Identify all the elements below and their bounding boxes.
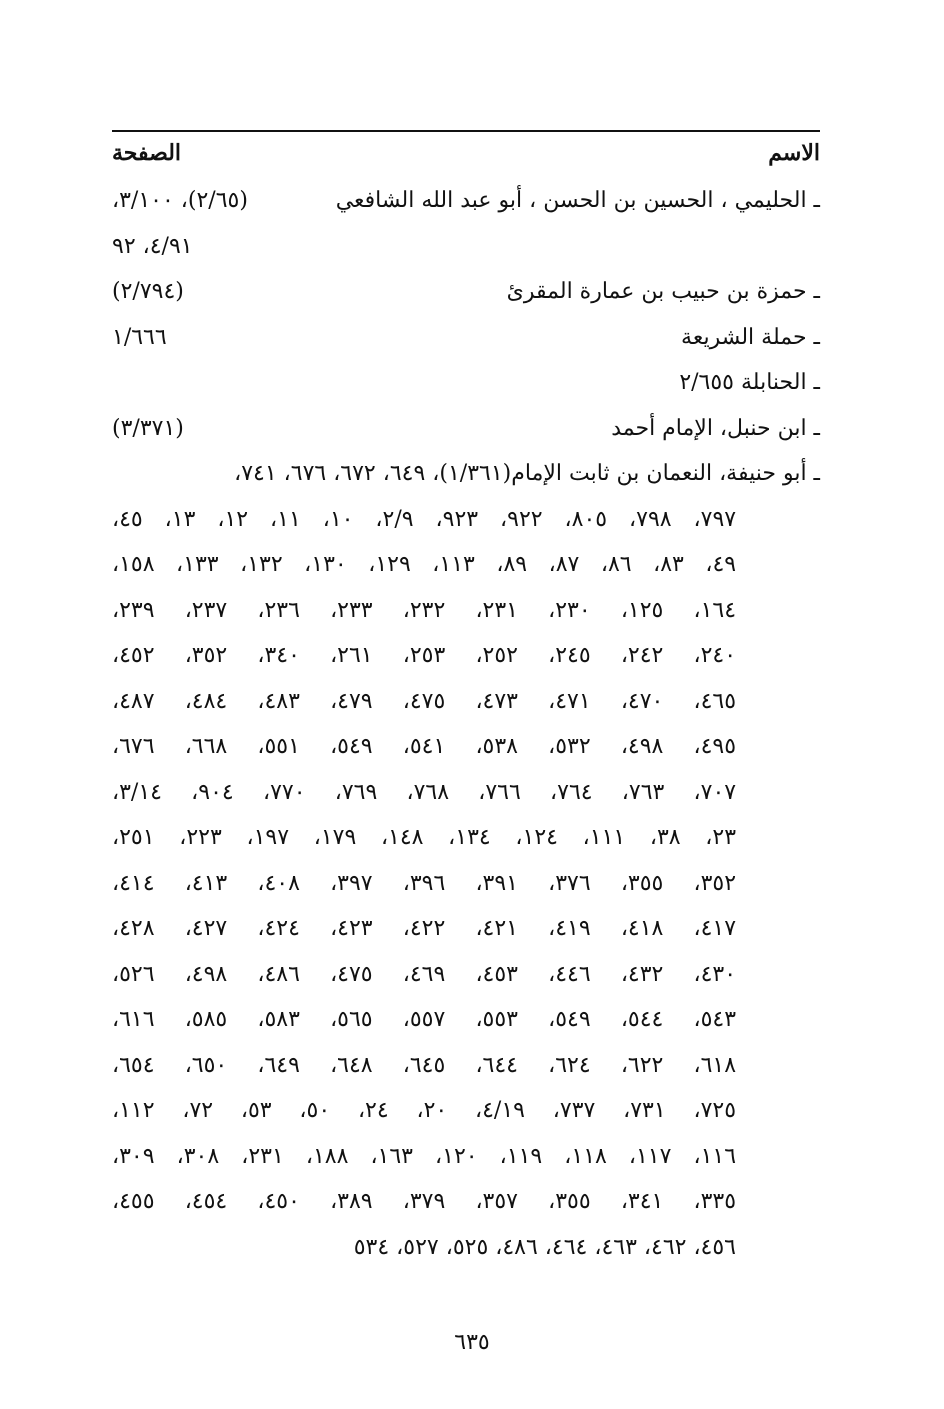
- page-numbers: ٧٠٧، ٧٦٣، ٧٦٤، ٧٦٦، ٧٦٨، ٧٦٩، ٧٧٠، ٩٠٤، ٣/١٤،: [112, 779, 737, 805]
- page-numbers: ١١٦، ١١٧، ١١٨، ١١٩، ١٢٠، ١٦٣، ١٨٨، ٢٣١، ٣٠٨، ٣٠٩،: [112, 1143, 737, 1169]
- page-list-line: [112, 1225, 820, 1271]
- page-list-line: [112, 497, 820, 543]
- entry-name: ـ حملة الشريعة: [681, 324, 820, 350]
- index-entries: [112, 178, 820, 1270]
- entry-pages: (٢/٦٥)، ٣/١٠٠،: [112, 188, 248, 213]
- page-numbers: ٤٥٦، ٤٦٢، ٤٦٣، ٤٦٤، ٤٨٦، ٥٢٥، ٥٢٧، ٥٣٤: [353, 1234, 736, 1260]
- index-entry: [112, 315, 820, 361]
- page-numbers: ٢٤٠، ٢٤٢، ٢٤٥، ٢٥٢، ٢٥٣، ٢٦١، ٣٤٠، ٣٥٢، ٤٥٢،: [112, 643, 737, 668]
- entry-pages: (٢/٧٩٤): [112, 279, 184, 304]
- page-numbers: ٤٩، ٨٣، ٨٦، ٨٧، ٨٩، ١١٣، ١٢٩، ١٣٠، ١٣٢، ١٣٣، ١٥٨،: [112, 552, 737, 577]
- page-numbers: ٤٦٥، ٤٧٠، ٤٧١، ٤٧٣، ٤٧٥، ٤٧٩، ٤٨٣، ٤٨٤، ٤٨٧،: [112, 688, 737, 714]
- entry-name: ـ أبو حنيفة، النعمان بن ثابت الإمام(١/٣٦١)، ٦٤٩، ٦٧٢، ٦٧٦، ٧٤١،: [234, 461, 820, 486]
- page-list-line: [112, 1088, 820, 1134]
- page-numbers: ٤٩٥، ٤٩٨، ٥٣٢، ٥٣٨، ٥٤١، ٥٤٩، ٥٥١، ٦٦٨، ٦٧٦،: [112, 734, 737, 759]
- index-entry: [112, 269, 820, 315]
- page-numbers: ٢٣، ٣٨، ١١١، ١٢٤، ١٣٤، ١٤٨، ١٧٩، ١٩٧، ٢٢٣، ٢٥١،: [112, 825, 737, 850]
- entry-pages: (٣/٣٧١): [112, 415, 184, 441]
- page-column-header: الصفحة: [112, 140, 182, 166]
- index-entry: [112, 224, 820, 270]
- entry-pages: ٤/٩١، ٩٢: [112, 233, 193, 259]
- page-list-line: [112, 724, 820, 770]
- page-list-line: [112, 588, 820, 634]
- entry-name: ـ ابن حنبل، الإمام أحمد: [611, 415, 820, 441]
- page-list-line: [112, 997, 820, 1043]
- page-list-line: [112, 906, 820, 952]
- index-entry: [112, 406, 820, 452]
- index-entry: [112, 360, 820, 406]
- page-numbers: ٤١٧، ٤١٨، ٤١٩، ٤٢١، ٤٢٢، ٤٢٣، ٤٢٤، ٤٢٧، ٤٢٨،: [112, 916, 737, 941]
- entry-pages: ١/٦٦٦: [112, 324, 167, 350]
- page-list-line: [112, 861, 820, 907]
- page-list-line: [112, 633, 820, 679]
- index-entry: [112, 178, 820, 224]
- page-list-line: [112, 542, 820, 588]
- page-list-line: [112, 1179, 820, 1225]
- page-list-line: [112, 815, 820, 861]
- name-column-header: الاسم: [768, 140, 820, 166]
- page-list-line: [112, 1134, 820, 1180]
- page-list-line: [112, 952, 820, 998]
- page-list-line: [112, 770, 820, 816]
- page-numbers: ١٦٤، ١٢٥، ٢٣٠، ٢٣١، ٢٣٢، ٢٣٣، ٢٣٦، ٢٣٧، ٢٣٩،: [112, 597, 737, 623]
- entry-name: ـ حمزة بن حبيب بن عمارة المقرئ: [506, 279, 820, 304]
- page-list-line: [112, 1043, 820, 1089]
- page-numbers: ٧٩٧، ٧٩٨، ٨٠٥، ٩٢٢، ٩٢٣، ٢/٩، ١٠، ١١، ١٢، ١٣، ٤٥،: [112, 506, 737, 532]
- page-number: ٦٣٥: [454, 1330, 490, 1355]
- page-numbers: ٧٢٥، ٧٣١، ٧٣٧، ٤/١٩، ٢٠، ٢٤، ٥٠، ٥٣، ٧٢، ١١٢،: [112, 1098, 737, 1123]
- page-numbers: ٣٥٢، ٣٥٥، ٣٧٦، ٣٩١، ٣٩٦، ٣٩٧، ٤٠٨، ٤١٣، ٤١٤،: [112, 870, 737, 896]
- page-numbers: ٦١٨، ٦٢٢، ٦٢٤، ٦٤٤، ٦٤٥، ٦٤٨، ٦٤٩، ٦٥٠، ٦٥٤،: [112, 1052, 737, 1078]
- index-entry: [112, 451, 820, 497]
- entry-name: ـ الحنابلة ٢/٦٥٥: [679, 370, 820, 395]
- page-list-line: [112, 679, 820, 725]
- page-numbers: ٤٣٠، ٤٣٢، ٤٤٦، ٤٥٣، ٤٦٩، ٤٧٥، ٤٨٦، ٤٩٨، ٥٢٦،: [112, 961, 737, 987]
- entry-name: ـ الحليمي ، الحسين بن الحسن ، أبو عبد الله الشافعي: [335, 188, 820, 213]
- page-numbers: ٥٤٣، ٥٤٤، ٥٤٩، ٥٥٣، ٥٥٧، ٥٦٥، ٥٨٣، ٥٨٥، ٦١٦،: [112, 1007, 737, 1032]
- header-rule: [112, 130, 820, 132]
- page-numbers: ٣٣٥، ٣٤١، ٣٥٥، ٣٥٧، ٣٧٩، ٣٨٩، ٤٥٠، ٤٥٤، ٤٥٥،: [112, 1189, 737, 1214]
